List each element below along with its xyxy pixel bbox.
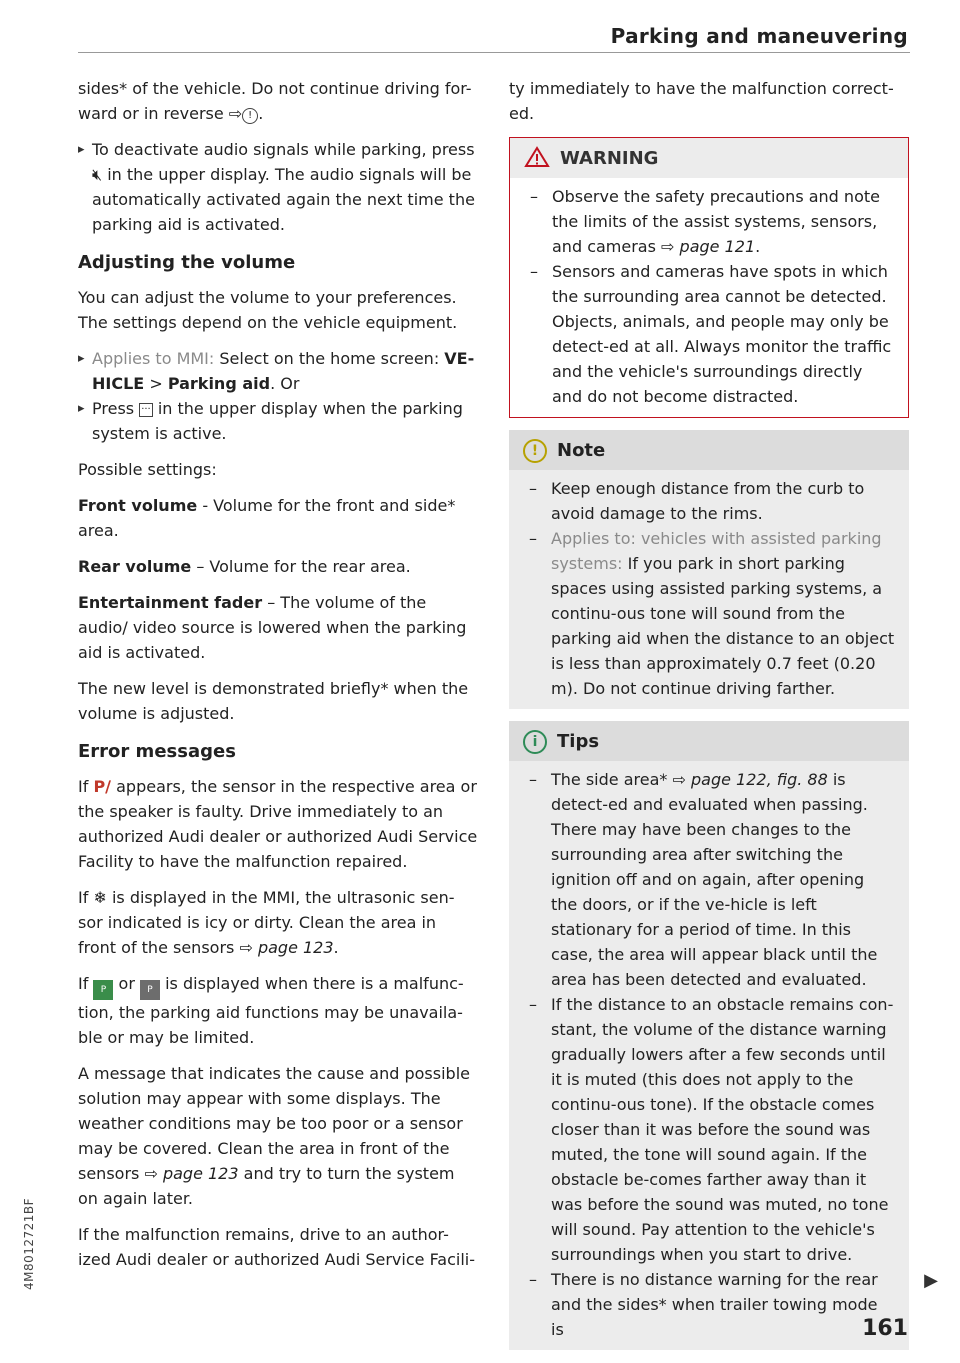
warning-item-1-text: Observe the safety precautions and note the limits of the assist systems, sensors, and cameras ⇨ [552, 187, 880, 256]
tips-item-1-pre: The side area* ⇨ [551, 770, 686, 789]
volume-step-mmi-text: Select on the home screen: [219, 349, 440, 368]
note-header [509, 430, 909, 470]
setting-rear-label: Rear volume [78, 557, 192, 576]
mute-icon: 🔇︎ [92, 165, 103, 184]
deactivate-audio-list [78, 137, 478, 237]
tips-body [509, 761, 909, 1350]
tips-item-1 [523, 767, 895, 992]
menu-vehicle: VE-HICLE [92, 349, 475, 393]
tips-title: Tips [557, 731, 600, 752]
paragraph-possible-settings: Possible settings: [78, 460, 217, 479]
warning-body [510, 178, 908, 417]
paragraph-remains: If the malfunction remains, drive to an author-ized Audi dealer or authorized Audi Service Facili- [78, 1225, 476, 1269]
sensor-dirty-icon: ❄︎ [93, 888, 107, 907]
note-item-1: – Keep enough distance from the curb to avoid damage to the rims. [523, 476, 895, 526]
note-body [509, 470, 909, 709]
error-faulty-pre: If [78, 777, 89, 796]
volume-steps-list [78, 346, 478, 446]
error-malfunction-pre: If [78, 974, 89, 993]
paragraph-message-end: and try to turn the system on again later. [78, 1164, 455, 1208]
tips-item-1-post: is detect-ed and evaluated when passing. There may have been changes to the surrounding area after switching the ignition off and on again, after opening the doors, or if the ve-hicle is left stationary for a period of time. In this case, the area will appear black until the area has been detected and evaluated. [551, 770, 878, 989]
warning-box [509, 137, 909, 418]
page-ref-122[interactable]: page 122, fig. 88 [690, 770, 828, 789]
error-malfunction-post: is displayed when there is a malfunc-tion, the parking aid functions may be unavaila-ble or may be limited. [78, 974, 464, 1047]
paragraph-message-text: A message that indicates the cause and possible solution may appear with some displays. The weather conditions may be too poor or a sensor may be covered. Clean the area in front of the sensors ⇨ [78, 1064, 470, 1183]
left-column [78, 76, 478, 1283]
warning-item-2: – Sensors and cameras have spots in which the surrounding area cannot be detected. Objects, animals, and people may only be detect-ed at all. Always monitor the traffic and the vehicle's surroundings directly and do not become distracted. [524, 259, 894, 409]
heading-error-messages: Error messages [78, 741, 236, 762]
header-divider [78, 52, 910, 53]
warning-item-1 [524, 184, 894, 259]
volume-step-press-post: in the upper display when the parking system is active. [92, 399, 463, 443]
continue-arrow-icon: ▶ [924, 1270, 938, 1291]
paragraph-message [78, 1061, 478, 1211]
page-ref-123[interactable]: page 123 [257, 938, 334, 957]
parking-gray-badge-icon: P [140, 980, 160, 1000]
warning-title: WARNING [560, 148, 659, 169]
setting-entertainment-fader [78, 590, 478, 665]
setting-front-volume [78, 493, 478, 543]
paragraph-sides: sides* of the vehicle. Do not continue driving for-ward or in reverse ⇨ ! . [78, 79, 472, 123]
tips-item-3: – There is no distance warning for the rear and the sides* when trailer towing mode is [523, 1267, 895, 1342]
error-faulty-sensor [78, 774, 478, 874]
menu-separator: > [149, 374, 163, 393]
paragraph-volume: You can adjust the volume to your preferences. The settings depend on the vehicle equipment. [78, 288, 458, 332]
note-icon: ! [523, 439, 547, 463]
error-malfunction-or: or [118, 974, 135, 993]
warning-triangle-icon [524, 146, 550, 168]
setting-front-label: Front volume [78, 496, 198, 515]
warning-circle-icon: ! [242, 108, 258, 124]
error-icy-post: is displayed in the MMI, the ultrasonic sen-sor indicated is icy or dirty. Clean the area in front of the sensors ⇨ [78, 888, 455, 957]
volume-step-mmi [78, 346, 478, 396]
setting-rear-text: – Volume for the rear area. [196, 557, 411, 576]
error-malfunction [78, 971, 478, 1050]
right-column [509, 76, 909, 1362]
applies-to-mmi: Applies to MMI: [92, 349, 215, 368]
setting-ent-text: – The volume of the audio/ video source is lowered when the parking aid is activated. [78, 593, 467, 662]
tips-item-2: – If the distance to an obstacle remains con-stant, the volume of the distance warning gradually lowers after a few seconds until it is muted (this does not apply to the continu-ous tone). If the obstacle comes closer than it was before the sound was muted, the tone will sound again. If the obstacle be-comes farther away than it was before the sound was muted, no tone will sound. Pay attention to the vehicle's surroundings when you start to drive. [523, 992, 895, 1267]
document-code: 4M8012721BF [22, 1197, 36, 1290]
page-header-title: Parking and maneuvering [610, 24, 908, 48]
note-title: Note [557, 440, 606, 461]
heading-adjusting-volume: Adjusting the volume [78, 252, 296, 273]
note-item-2-text: If you park in short parking spaces using assisted parking systems, a continu-ous tone will sound from the parking aid when the distance to an object is less than approximately 0.7 feet (0.20 m). Do not continue driving farther. [551, 554, 895, 698]
parking-fault-icon: P∕ [93, 777, 112, 796]
paragraph-new-level: The new level is demonstrated briefly* when the volume is adjusted. [78, 679, 469, 723]
volume-step-mmi-end: . Or [270, 374, 300, 393]
parking-green-badge-icon: P [93, 980, 113, 1000]
setting-rear-volume [78, 554, 478, 579]
volume-step-press [78, 396, 478, 446]
page-number: 161 [862, 1316, 908, 1341]
tips-header [509, 721, 909, 761]
note-item-2 [523, 526, 895, 701]
tips-box [509, 721, 909, 1350]
volume-step-press-pre: Press [92, 399, 135, 418]
deactivate-audio-item [78, 137, 478, 237]
error-faulty-post: appears, the sensor in the respective area or the speaker is faulty. Drive immediately to an authorized Audi dealer or authorized Audi Service Facility to have the malfunction repaired. [78, 777, 478, 871]
setting-front-text: - Volume for the front and side* area. [78, 496, 456, 540]
deactivate-audio-post: in the upper display. The audio signals will be automatically activated again the next time the parking aid is activated. [92, 165, 475, 234]
error-icy-pre: If [78, 888, 89, 907]
page-ref-121[interactable]: page 121 [679, 237, 756, 256]
error-icy-sensor: If ❄︎ is displayed in the MMI, the ultrasonic sen-sor indicated is icy or dirty. Clean the area in front of the sensors ⇨ page 123. [78, 888, 455, 957]
warning-header [510, 138, 908, 178]
paragraph-continued: ty immediately to have the malfunction correct-ed. [509, 79, 894, 123]
page-ref-123-b[interactable]: page 123 [162, 1164, 239, 1183]
setting-ent-label: Entertainment fader [78, 593, 263, 612]
menu-dots-icon: ··· [141, 404, 151, 415]
applies-to-assisted-parking: Applies to: vehicles with assisted parking systems: [551, 529, 882, 573]
paragraph-sides-text: sides* of the vehicle. Do not continue driving for-ward or in reverse ⇨ [78, 79, 472, 123]
menu-parking-aid: Parking aid [167, 374, 271, 393]
deactivate-audio-pre: To deactivate audio signals while parking, press [92, 140, 475, 159]
warning-item-1-end: . [755, 237, 761, 256]
tips-icon: i [523, 730, 547, 754]
note-box [509, 430, 909, 709]
